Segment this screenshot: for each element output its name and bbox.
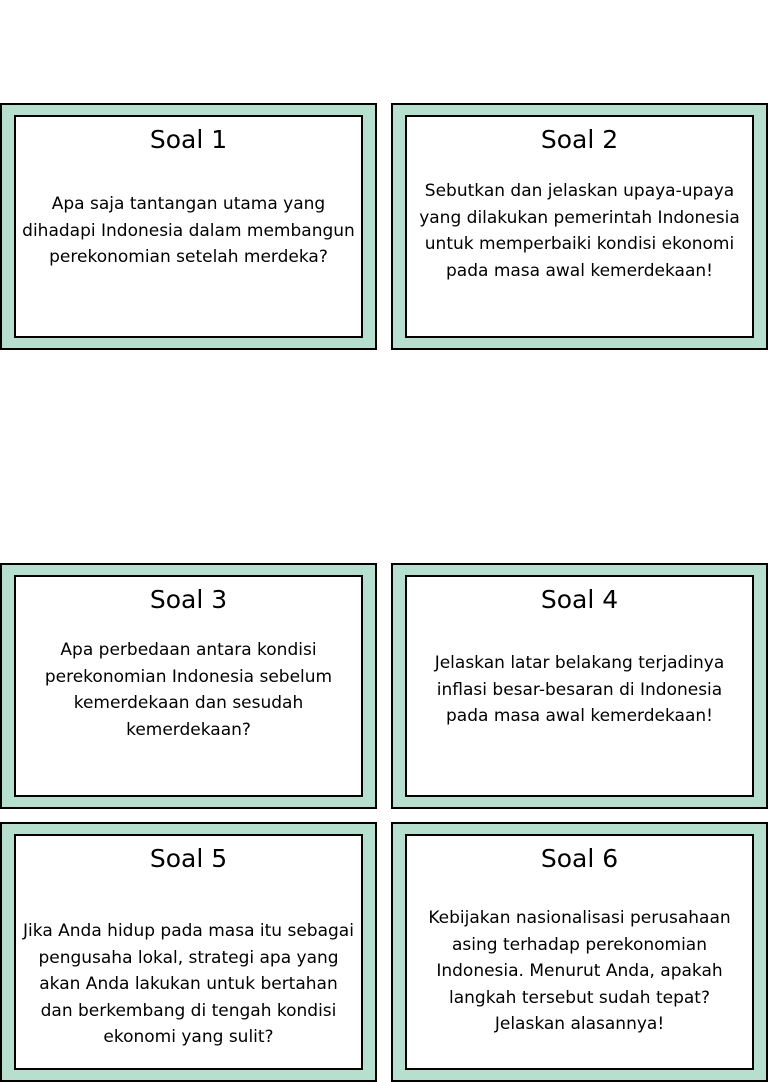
question-card-text: Kebijakan nasionalisasi perusahaan asing terhadap perekonomian Indonesia. Menurut Anda, apakah langkah tersebut sudah tepat? Jelaskan alasannya! xyxy=(428,908,731,1034)
question-card-title: Soal 3 xyxy=(149,585,228,614)
question-card-inner xyxy=(14,115,363,338)
question-card-4 xyxy=(391,563,768,809)
question-card-title: Soal 2 xyxy=(540,125,619,154)
question-card-inner xyxy=(405,834,754,1070)
question-card-text: Jelaskan latar belakang terjadinya inflasi besar-besaran di Indonesia pada masa awal kemerdekaan! xyxy=(434,653,725,726)
question-card-inner xyxy=(405,575,754,797)
question-card-title: Soal 1 xyxy=(149,125,228,154)
question-card-1 xyxy=(0,103,377,350)
question-card-inner xyxy=(14,834,363,1070)
question-card-2 xyxy=(391,103,768,350)
question-card-title: Soal 4 xyxy=(540,585,619,614)
question-card-5 xyxy=(0,822,377,1082)
question-card-text: Jika Anda hidup pada masa itu sebagai pengusaha lokal, strategi apa yang akan Anda lakukan untuk bertahan dan berkembang di tengah kondisi ekonomi yang sulit? xyxy=(23,921,354,1047)
question-card-text: Apa perbedaan antara kondisi perekonomian Indonesia sebelum kemerdekaan dan sesudah kemerdekaan? xyxy=(44,640,333,740)
question-card-title: Soal 6 xyxy=(540,844,619,873)
question-card-6 xyxy=(391,822,768,1082)
question-card-inner xyxy=(405,115,754,338)
question-card-inner xyxy=(14,575,363,797)
question-card-text: Sebutkan dan jelaskan upaya-upaya yang dilakukan pemerintah Indonesia untuk memperbaiki kondisi ekonomi pada masa awal kemerdekaan! xyxy=(419,181,740,281)
question-card-text: Apa saja tantangan utama yang dihadapi Indonesia dalam membangun perekonomian setelah merdeka? xyxy=(22,194,355,267)
question-card-3 xyxy=(0,563,377,809)
question-card-title: Soal 5 xyxy=(149,844,228,873)
